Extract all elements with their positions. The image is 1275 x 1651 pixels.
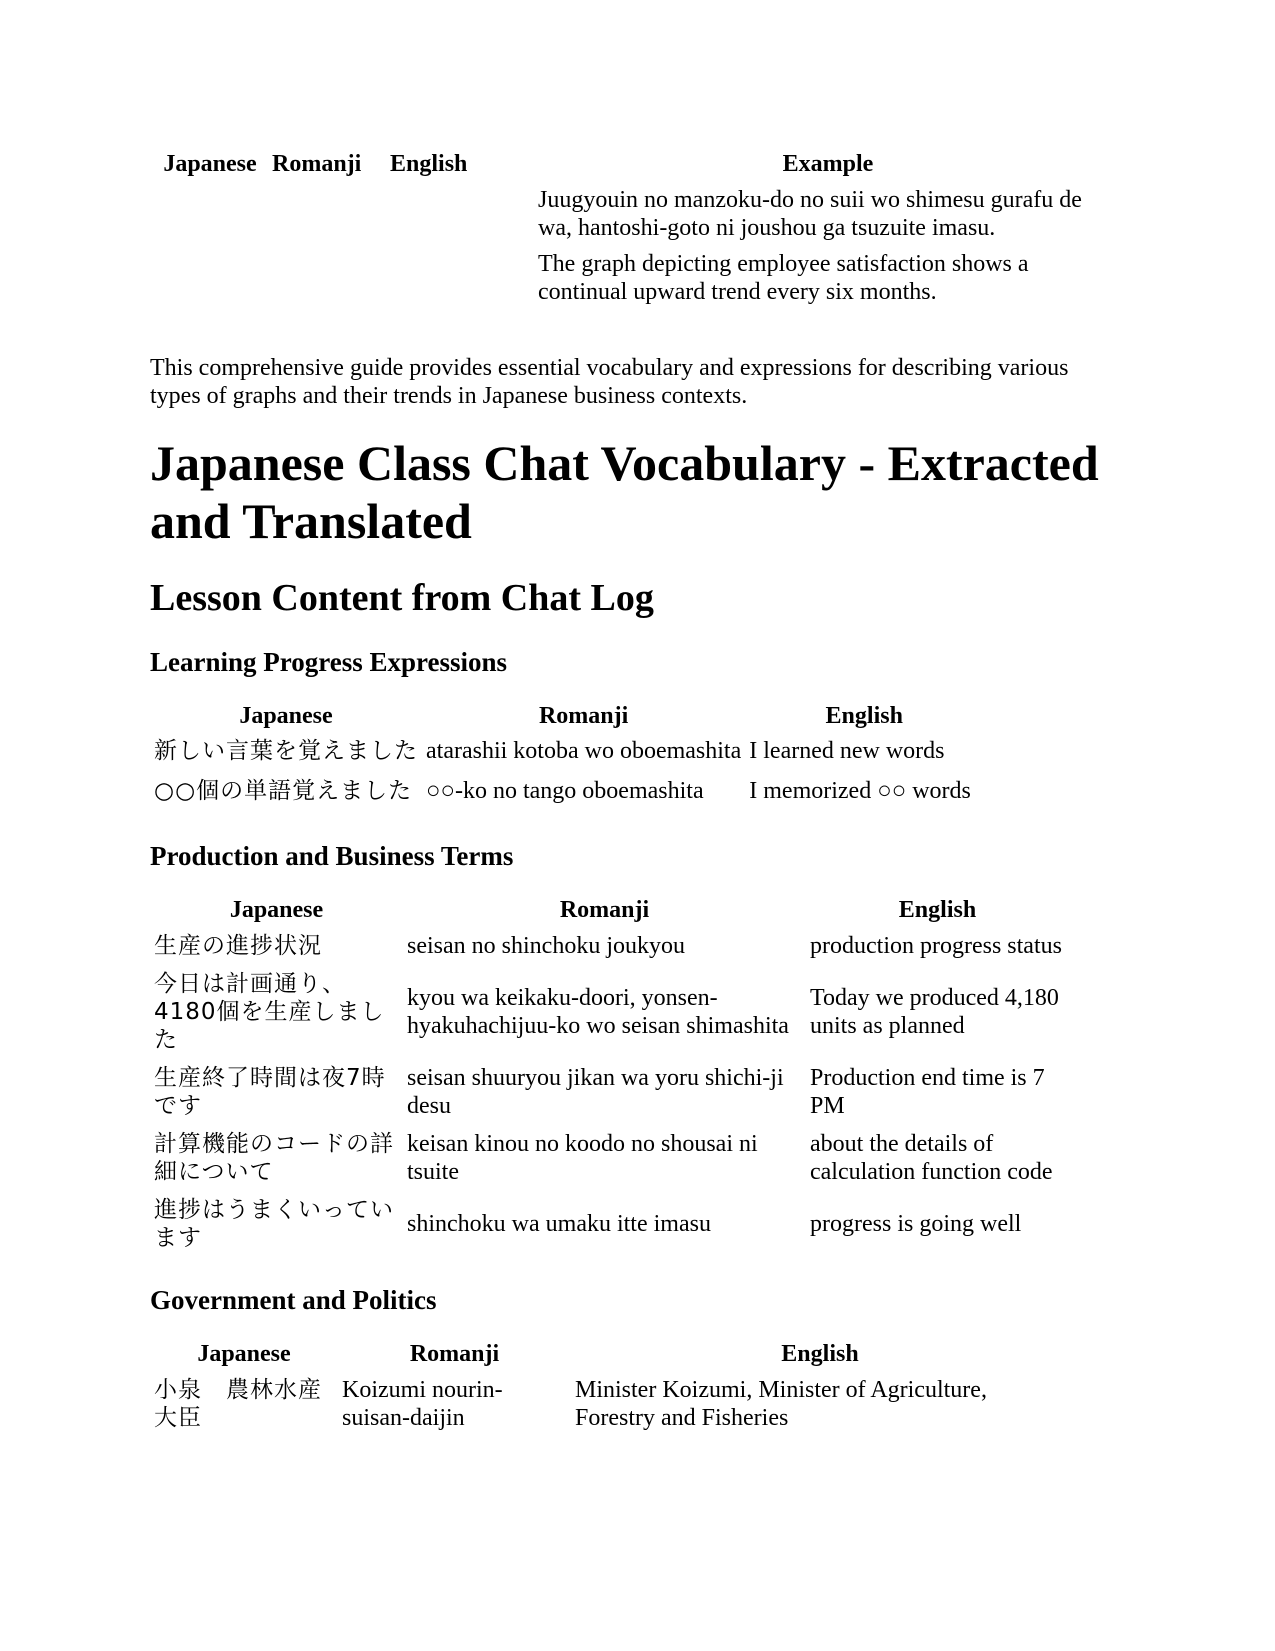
example-table (152, 150, 1122, 320)
romanji-cell: kyou wa keikaku-doori, yonsen-hyakuhachijuu-ko wo seisan shimashita (407, 985, 789, 1039)
japanese-cell: 生産の進捗状況 (154, 933, 322, 959)
example-romanji: Juugyouin no manzoku-do no suii wo shimesu gurafu de wa, hantoshi-goto ni joushou ga tsuzuite imasu. (538, 187, 1082, 241)
intro-paragraph: This comprehensive guide provides essential vocabulary and expressions for describing various types of graphs and their trends in Japanese business contexts. (150, 355, 1069, 409)
production-terms-table (150, 896, 1069, 1258)
column-header-romanji: Romanji (272, 151, 362, 177)
english-cell: I learned new words (749, 738, 945, 764)
column-header-english: English (390, 151, 468, 177)
english-cell: production progress status (810, 933, 1062, 959)
column-header-english: English (825, 703, 903, 729)
japanese-cell: 小泉 農林水産大臣 (154, 1377, 322, 1431)
english-cell: Today we produced 4,180 units as planned (810, 985, 1059, 1039)
table-header-row (150, 702, 983, 734)
column-header-japanese: Japanese (239, 703, 333, 729)
table-row (150, 928, 1069, 966)
japanese-cell: 進捗はうまくいっています (154, 1197, 394, 1251)
romanji-cell: ○○-ko no tango oboemashita (426, 778, 704, 804)
romanji-cell: atarashii kotoba wo oboemashita (426, 738, 742, 764)
table-header-row (150, 1340, 1069, 1372)
empty-cell (268, 182, 386, 320)
english-cell: I memorized ○○ words (749, 778, 971, 804)
romanji-cell: shinchoku wa umaku itte imasu (407, 1211, 711, 1237)
column-header-japanese: Japanese (197, 1341, 291, 1367)
english-cell: Minister Koizumi, Minister of Agriculture, Forestry and Fisheries (575, 1377, 987, 1431)
column-header-english: English (781, 1341, 859, 1367)
table-header-row (152, 150, 1122, 182)
table-row (150, 774, 983, 814)
column-header-example: Example (782, 151, 874, 177)
romanji-cell: Koizumi nourin-suisan-daijin (342, 1377, 503, 1431)
table-row (150, 1060, 1069, 1126)
government-table (150, 1340, 1069, 1438)
japanese-cell: ○○個の単語覚えました (154, 778, 413, 804)
english-cell: about the details of calculation function code (810, 1131, 1053, 1185)
column-header-romanji: Romanji (559, 897, 650, 923)
column-header-english: English (898, 897, 977, 923)
section-heading-learning-progress: Learning Progress Expressions (150, 647, 508, 677)
column-header-romanji: Romanji (538, 703, 629, 729)
section-heading-government: Government and Politics (150, 1285, 437, 1315)
romanji-cell: seisan no shinchoku joukyou (407, 933, 685, 959)
japanese-cell: 今日は計画通り、4180個を生産しました (154, 971, 385, 1053)
column-header-romanji: Romanji (409, 1341, 500, 1367)
document-page (150, 150, 1125, 1438)
table-row (152, 182, 1122, 320)
romanji-cell: keisan kinou no koodo no shousai ni tsuite (407, 1131, 758, 1185)
empty-cell (152, 182, 268, 320)
english-cell: Production end time is 7 PM (810, 1065, 1045, 1119)
section-subtitle: Lesson Content from Chat Log (150, 577, 654, 619)
japanese-cell: 新しい言葉を覚えました (154, 738, 418, 764)
table-row (150, 1372, 1069, 1438)
learning-progress-table (150, 702, 983, 814)
page-title: Japanese Class Chat Vocabulary - Extracted and Translated (150, 435, 1099, 549)
example-english: The graph depicting employee satisfaction shows a continual upward trend every six months. (538, 251, 1029, 305)
english-cell: progress is going well (810, 1211, 1022, 1237)
example-cell (534, 182, 1122, 320)
table-row (150, 734, 983, 774)
table-row (150, 966, 1069, 1060)
empty-cell (386, 182, 534, 320)
table-row (150, 1126, 1069, 1192)
table-row (150, 1192, 1069, 1258)
section-heading-production: Production and Business Terms (150, 841, 514, 871)
japanese-cell: 計算機能のコードの詳細について (154, 1131, 394, 1185)
japanese-cell: 生産終了時間は夜7時です (154, 1065, 386, 1119)
column-header-japanese: Japanese (229, 897, 324, 923)
column-header-japanese: Japanese (163, 151, 257, 177)
table-header-row (150, 896, 1069, 928)
romanji-cell: seisan shuuryou jikan wa yoru shichi-ji desu (407, 1065, 784, 1119)
